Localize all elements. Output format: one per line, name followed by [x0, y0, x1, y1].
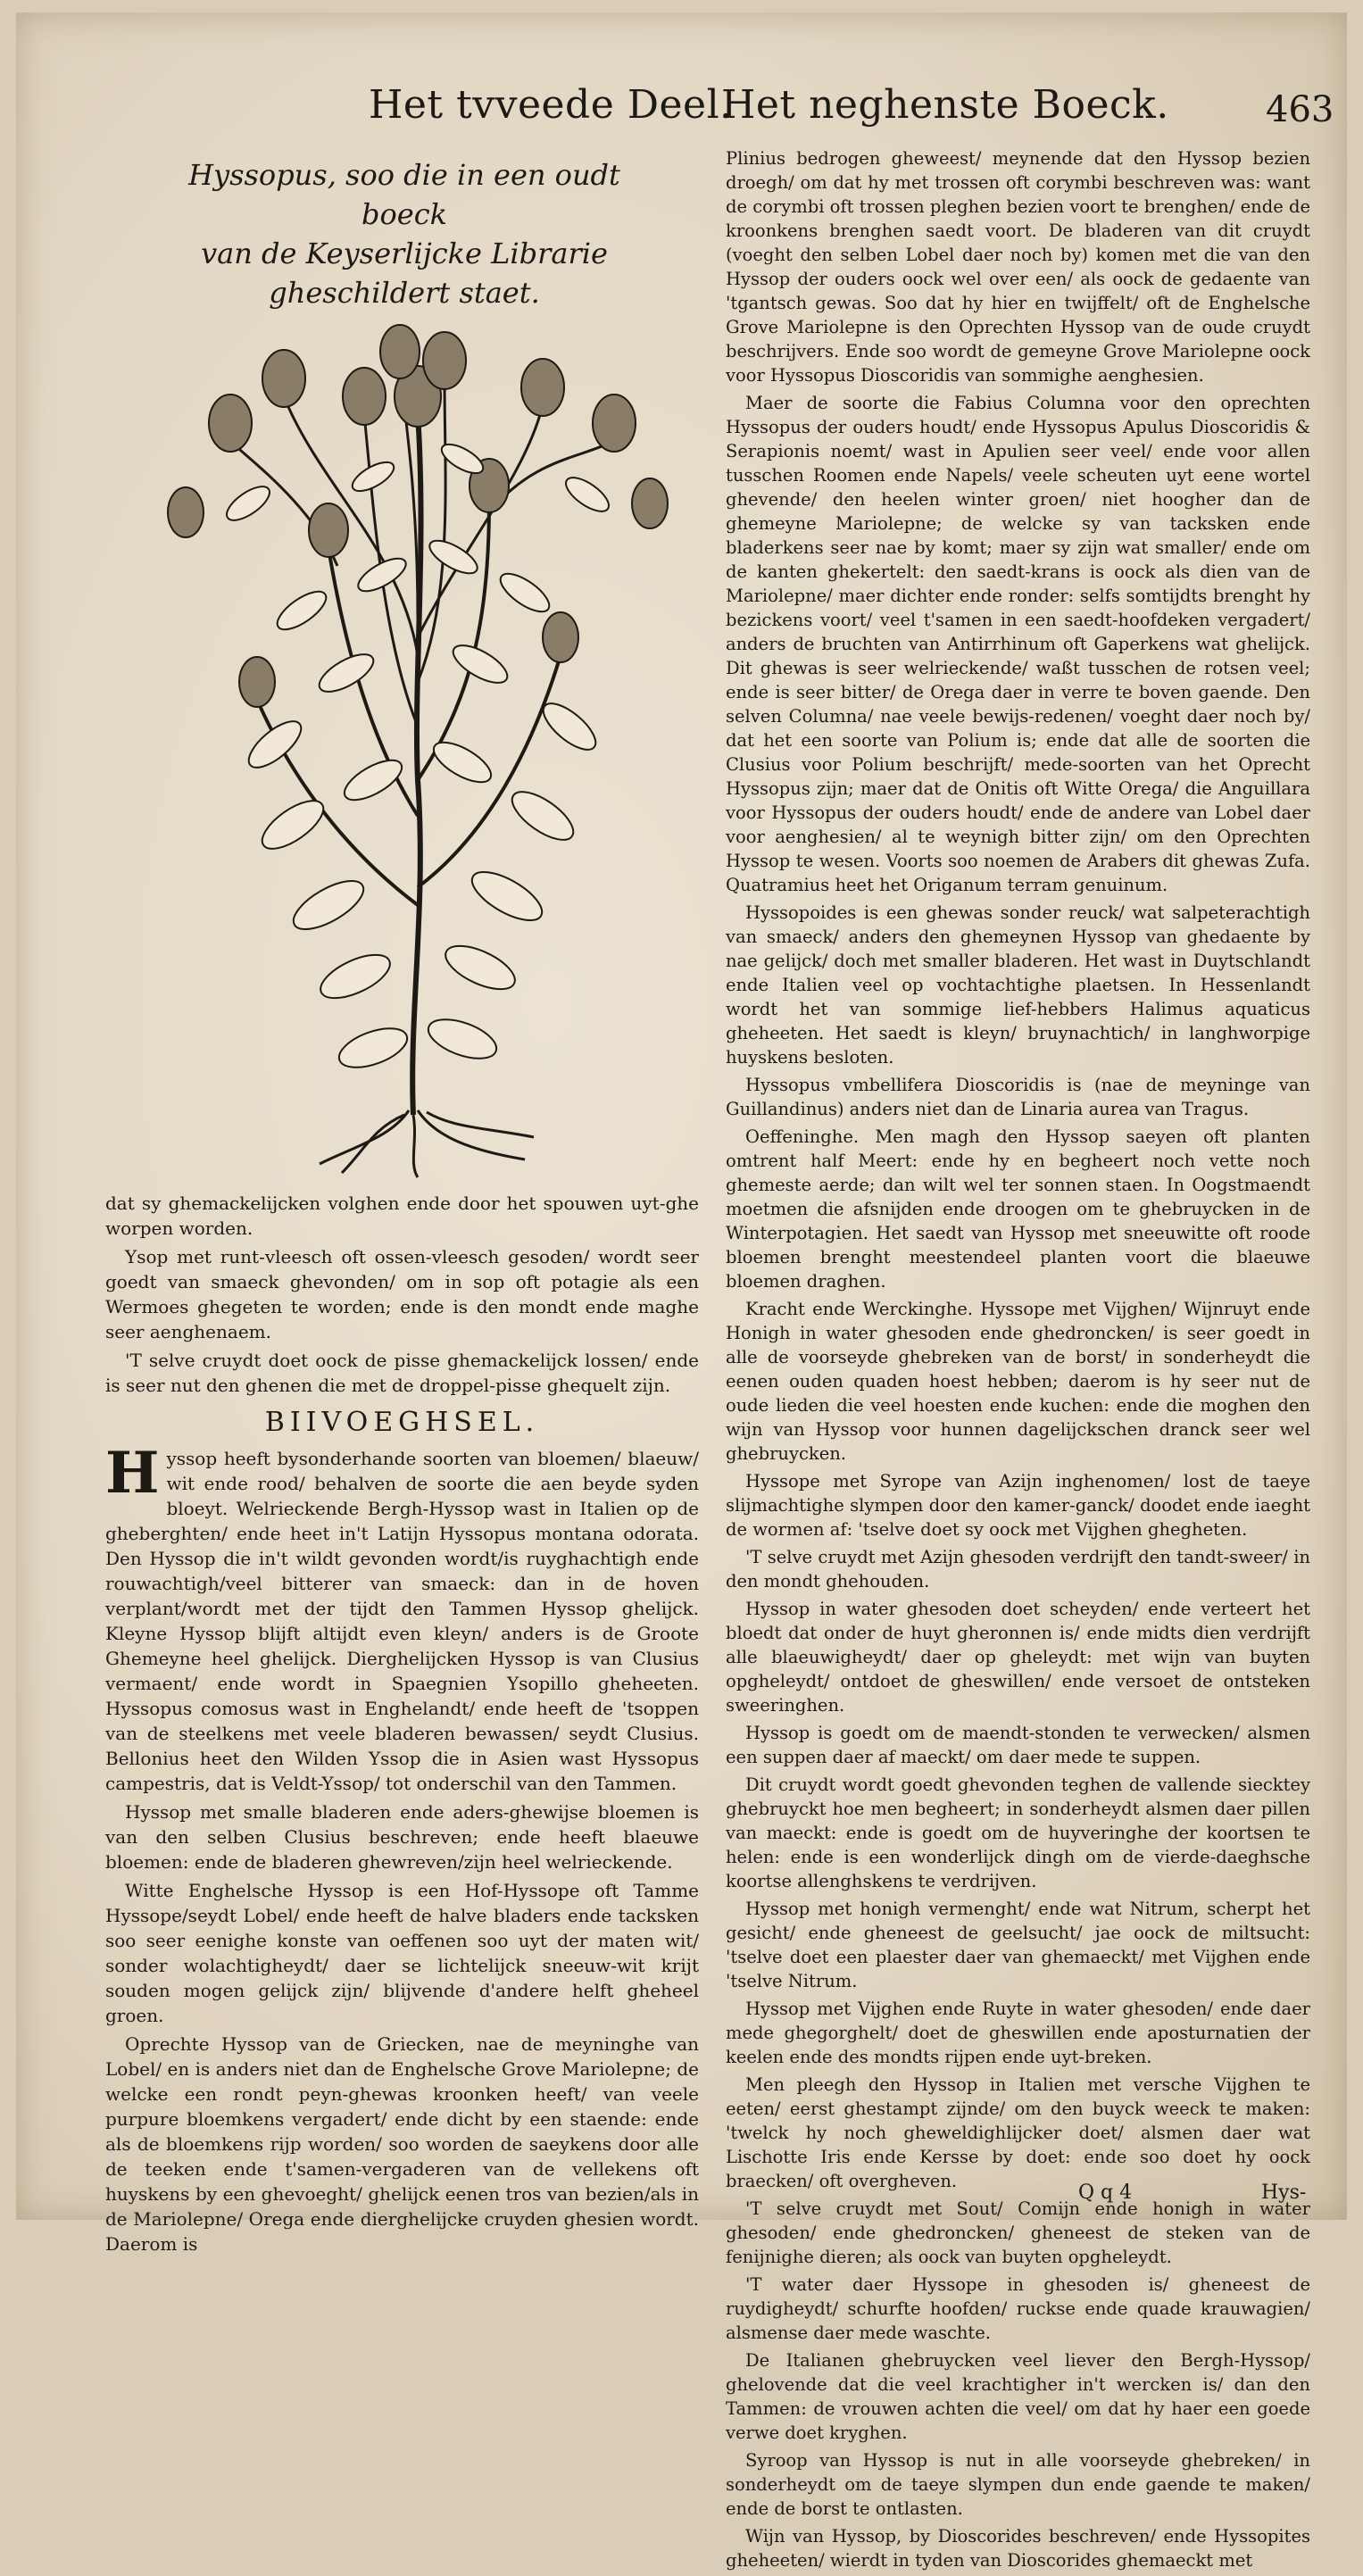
caption-line: van de Keyserlijcke Librarie [201, 237, 608, 270]
paragraph: Hyssopoides is een ghewas sonder reuck/ wat salpeterachtigh van smaeck/ anders den ghemeynen Hyssop van ghedaente by nae gelijck/ doch met smaller bladeren. Het wast in Duytschlandt ende Italien veel op vochtachtighe plaetsen. In Hessenlandt wordt het van sommige lief-hebbers Halimus aquaticus gheheeten. Het saedt is kleyn/ bruynachtich/ in langhworpige huyskens besloten. [726, 902, 1310, 1068]
page [16, 12, 1347, 2571]
running-head-left: Het tvveede Deel. [369, 82, 733, 128]
paragraph: Hyssop met smalle bladeren ende aders-ghewijse bloemen is van den selben Clusius beschreven; ende heeft blaeuwe bloemen: ende de bladeren ghewreven/zijn heel welrieckende. [105, 1801, 699, 1873]
section-heading: BIIVOEGHSEL. [264, 1407, 540, 1438]
paragraph: Plinius bedrogen gheweest/ meynende dat den Hyssop bezien droegh/ om dat hy met trossen oft corymbi beschreven was: want de corymbi oft trossen pleghen bezien voort te brenghen/ ende de kroonkens brenghen saedt voort. De bladeren van dit cruydt (voeght den selben Lobel daer noch by) komen met die van den Hyssop der ouders oock wel over een/ als oock de gedaente van 'tgantsch gewas. Soo dat hy hier en twijffelt/ oft de Enghelsche Grove Mariolepne is den Oprechten Hyssop van de oude cruydt beschrijvers. Ende soo wordt de gemeyne Grove Mariolepne oock voor Hyssopus Dioscoridis van sommighe aenghesien. [726, 148, 1310, 386]
paragraph: Kracht ende Werckinghe. Hyssope met Vijghen/ Wijnruyt ende Honigh in water ghesoden ende ghedroncken/ is seer goedt in alle de voorseyde ghebreken van de borst/ in sonderheydt die eenen ouden quaden hoest hebben; daerom is hy seer nut de oude lieden die veel hoesten ende kuchen: ende die moghen den wijn van Hyssop voor hunnen dagelijckschen dranck seer wel ghebruycken. [726, 1299, 1310, 1464]
paragraph [105, 1440, 699, 1796]
paragraph: Syroop van Hyssop is nut in alle voorseyde ghebreken/ in sonderheydt om de taeye slympen dun ende gaende te maken/ ende de borst te ontlasten. [726, 2450, 1310, 2519]
left-text-column [105, 1191, 699, 2260]
paragraph: De Italianen ghebruycken veel liever den Bergh-Hyssop/ ghelovende dat die veel krachtigher in't wercken is/ dan den Tammen: de vrouwen achten die veel/ om dat hy haer een goede verwe doet kryghen. [726, 2350, 1310, 2443]
right-text-column [726, 146, 1310, 2576]
paragraph: 'T selve cruydt doet oock de pisse ghemackelijck lossen/ ende is seer nut den ghenen die met de droppel-pisse ghequelt zijn. [105, 1350, 699, 1396]
page-number: 463 [1266, 89, 1334, 130]
caption-line: Hyssopus, soo die in een oudt boeck [188, 158, 620, 231]
paragraph: Hyssope met Syrope van Azijn inghenomen/ lost de taeye slijmachtighe slympen door den kamer-ganck/ doodet ende iaeght de wormen af: 'tselve doet sy oock met Vijghen ghegheten. [726, 1471, 1310, 1540]
caption-line: gheschildert staet. [269, 276, 540, 310]
paragraph: 'T selve cruydt met Azijn ghesoden verdrijft den tandt-sweer/ in den mondt ghehouden. [726, 1547, 1310, 1591]
paragraph: 'T water daer Hyssope in ghesoden is/ gheneest de ruydigheydt/ schurfte hoofden/ ruckse ende quade krauwagien/ alsmense daer mede waschte. [726, 2274, 1310, 2343]
paragraph: Witte Enghelsche Hyssop is een Hof-Hyssope oft Tamme Hyssope/seydt Lobel/ ende heeft de halve bladers ende tacksken soo seer eenighe konste van oeffenen soo uyt der maten wit/ sonder wolachtigheydt/ daer se lichtelijck sneeuw-wit krijt souden mogen gelijck zijn/ blijvende d'andere helft gheheel groen. [105, 1880, 699, 2026]
paragraph: Maer de soorte die Fabius Columna voor den oprechten Hyssopus der ouders houdt/ ende Hyssopus Apulus Dioscoridis & Serapionis noemt/ wast in Apulien seer veel/ ende voor allen tusschen Roomen ende Napels/ veele scheuten uyt eene wortel ghevende/ den heelen winter groen/ niet hoogher dan de ghemeyne Mariolepne; de welcke sy van tacksken ende bladerkens seer nae by komt; maer sy zijn wat smaller/ ende om de kanten ghekertelt: den saedt-krans is oock als dien van de Mariolepne/ maer dichter ende ronder: selfs somtijdts brenght hy bezickens voort/ veel t'samen in een saedt-hoofdeken vergadert/ anders de bruchten van Antirrhinum oft Gaperkens wat ghelijck. Dit ghewas is seer welrieckende/ waßt tusschen de rotsen veel; ende is seer bitter/ de Orega daer in verre te boven gaende. Den selven Columna/ nae veele bewijs-redenen/ voeght daer noch by/ dat het een soorte van Polium is; ende dat alle de soorten die Clusius voor Polium beschrijft/ mede-soorten van het Oprecht Hyssopus zijn; maer dat de Onitis oft Witte Orega/ die Anguillara voor Hyssopus der ouders houdt/ ende de andere van Lobel daer voor aenghesien/ al te weynigh bitter zijn/ om den Oprechten Hyssop te wesen. Voorts soo noemen de Arabers dit ghewas Zufa. Quatramius heet het Origanum terram genuinum. [726, 393, 1310, 895]
paragraph: dat sy ghemackelijcken volghen ende door het spouwen uyt-ghe worpen worden. [105, 1192, 699, 1239]
paragraph: Hyssop met honigh vermenght/ ende wat Nitrum, scherpt het gesicht/ ende gheneest de geelsucht/ jae oock de miltsucht: 'tselve doet een plaester daer van ghemaeckt/ met Vijghen ende 'tselve Nitrum. [726, 1899, 1310, 1991]
signature-mark: Q q 4 [1078, 2181, 1133, 2204]
paragraph: Wijn van Hyssop, by Dioscorides beschreven/ ende Hyssopites gheheeten/ wierdt in tyden van Dioscorides ghemaeckt met [726, 2526, 1310, 2571]
paragraph: Hyssop in water ghesoden doet scheyden/ ende verteert het bloedt dat onder de huyt gheronnen is/ ende midts dien verdrijft alle blaeuwigheydt/ daer op gheleydt: met wijn van buyten opgheleydt/ ontdoet de gheswillen/ ende versoet de ontsteken sweeringhen. [726, 1599, 1310, 1716]
hyssop-woodcut-illustration [150, 280, 686, 1182]
running-head-right: Het neghenste Boeck. [721, 82, 1169, 128]
paragraph-text: yssop heeft bysonderhande soorten van bloemen/ blaeuw/ wit ende rood/ behalven de soorte die aen beyde syden bloeyt. Welrieckende Bergh-Hyssop wast in Italien op de gheberghten/ ende heet in't Latijn Hyssopus montana odorata. Den Hyssop die in't wildt gevonden wordt/is ruyghachtigh ende rouwachtigh/veel bitterer van smaeck: dan in de hoven verplant/wordt met der tijdt den Tammen Hyssop ghelijck. Kleyne Hyssop blijft altijdt even kleyn/ anders is de Groote Ghemeyne heel ghelijck. Dierghelijcken Hyssop is van Clusius vermaent/ ende wordt in Spaegnien Ysopillo gheheeten. Hyssopus comosus wast in Enghelandt/ ende heeft de 'tsoppen van de steelkens met veele bladeren bewassen/ seydt Clusius. Bellonius heet den Wilden Yssop die in Asien wast Hyssopus campestris, dat is Veldt-Yssop/ tot onderschil van den Tammen. [105, 1448, 699, 1794]
paragraph: Ysop met runt-vleesch oft ossen-vleesch gesoden/ wordt seer goedt van smaeck ghevonden/ om in sop oft potagie als een Wermoes ghegeten te worden; ende is den mondt ende maghe seer aenghenaem. [105, 1246, 699, 1342]
paragraph: Oprechte Hyssop van de Griecken, nae de meyninghe van Lobel/ en is anders niet dan de Enghelsche Grove Mariolepne; de welcke een rondt peyn-ghewas kroonken heeft/ van veele purpure bloemkens vergadert/ ende dicht by een staende: ende als de bloemkens rijp worden/ soo worden de saeykens door alle de teeken ende t'samen-vergaderen van de vellekens oft huyskens by een ghevoeght/ ghelijck eenen tros van bezien/als in de Mariolepne/ Orega ende dierghelijcke cruyden ghesien wordt. Daerom is [105, 2033, 699, 2255]
paragraph: Men pleegh den Hyssop in Italien met versche Vijghen te eeten/ eerst ghestampt zijnde/ om den buyck weeck te maken: 'twelck hy noch gheweldighlijcker doet/ alsmen daer wat Lischotte Iris ende Kersse by doet: ende soo doet hy oock braecken/ oft overgheven. [726, 2074, 1310, 2191]
paragraph: Oeffeninghe. Men magh den Hyssop saeyen oft planten omtrent half Meert: ende hy en begheert noch vette noch ghemeste aerde; dan wilt wel ter sonnen staen. In Oogstmaendt moetmen die afsnijden ende droogen om te ghebruycken in de Winterpotagien. Het saedt van Hyssop met sneeuwitte oft roode bloemen brenght meestendeel planten voort die blaeuwe bloemen draghen. [726, 1126, 1310, 1292]
catchword: Hys- [1261, 2181, 1307, 2204]
paragraph: Hyssopus vmbellifera Dioscoridis is (nae de meyninge van Guillandinus) anders niet dan de Linaria aurea van Tragus. [726, 1075, 1310, 1119]
paragraph: Hyssop met Vijghen ende Ruyte in water ghesoden/ ende daer mede ghegorghelt/ doet de gheswillen ende aposturnatien der keelen ende des mondts rijpen ende uyt-breken. [726, 1998, 1310, 2067]
paragraph: Dit cruydt wordt goedt ghevonden teghen de vallende siecktey ghebruyckt hoe men begheert; in sonderheydt alsmen daer pillen van maeckt: ende is goedt om de huyveringhe der koortsen te helen: ende is een wonderlijck dingh om de vierde-daeghsche koortse allenghskens te verdrijven. [726, 1774, 1310, 1891]
drop-cap: H [105, 1440, 160, 1507]
paragraph: Hyssop is goedt om de maendt-stonden te verwecken/ alsmen een suppen daer af maeckt/ om daer mede te suppen. [726, 1723, 1310, 1767]
paragraph: 'T selve cruydt met Sout/ Comijn ende honigh in water ghesoden/ ende ghedroncken/ gheneest de steken van de fenijnighe dieren; als oock van buyten opgheleydt. [726, 2198, 1310, 2267]
